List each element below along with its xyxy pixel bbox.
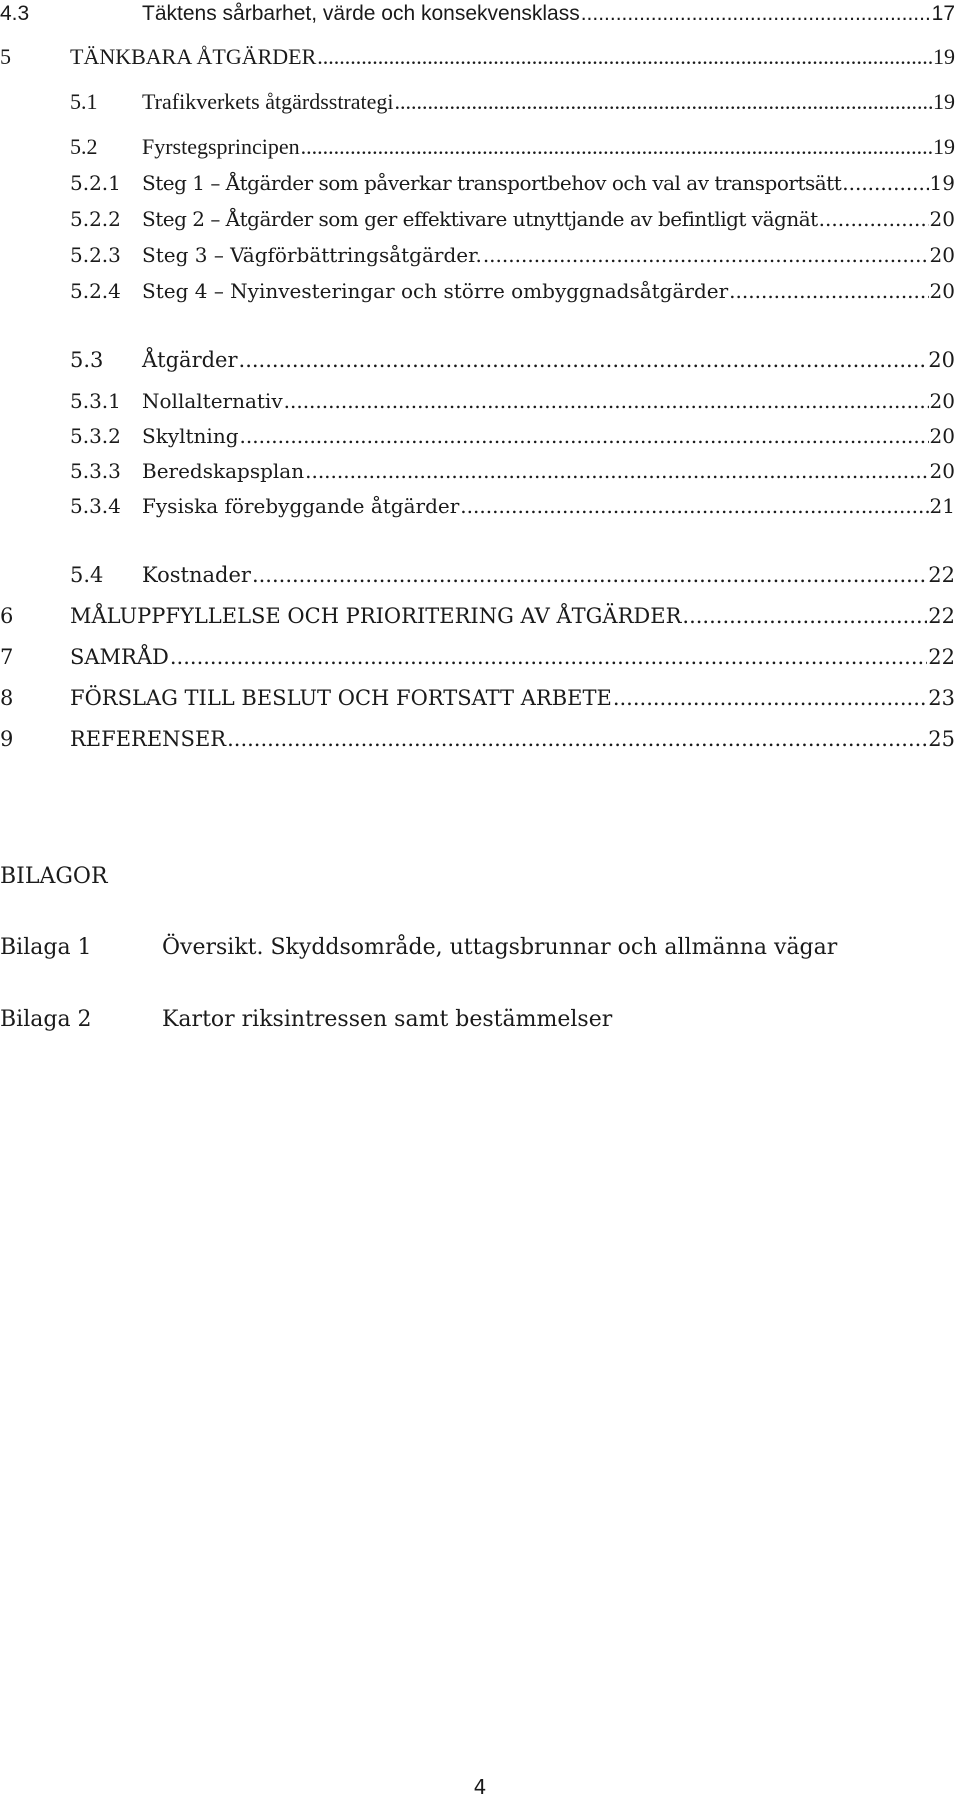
attachment-description: Kartor riksintressen samt bestämmelser (162, 1007, 613, 1032)
toc-entry-title: Åtgärder (142, 348, 238, 372)
toc-entry-number: 7 (0, 645, 14, 669)
toc-entry-number: 5.3 (70, 348, 104, 372)
page-number: 4 (473, 1775, 487, 1799)
toc-entry-number: 5.1 (70, 89, 98, 114)
toc-entry-title: Trafikverkets åtgärdsstrategi (142, 89, 394, 114)
toc-entry-page: 22 (928, 563, 955, 587)
toc-entry-page: 19 (933, 44, 955, 69)
toc-entry-title: SAMRÅD (70, 645, 169, 669)
toc-entry (0, 44, 960, 84)
toc-entry (0, 279, 960, 319)
toc-entry-title: Steg 1 – Åtgärder som påverkar transportbehov och val av transportsätt (142, 171, 842, 195)
toc-leader-dots (729, 279, 928, 303)
attachment-label: Bilaga 1 (0, 935, 92, 960)
toc-entry-number: 9 (0, 727, 14, 751)
attachments-heading: BILAGOR (0, 864, 108, 889)
toc-leader-dots (613, 686, 927, 710)
toc-entry-page: 19 (933, 89, 955, 114)
toc-entry (0, 494, 960, 534)
toc-entry-page: 20 (929, 279, 955, 303)
toc-entry-title: FÖRSLAG TILL BESLUT OCH FORTSATT ARBETE (70, 686, 612, 710)
toc-entry-page: 19 (933, 134, 955, 159)
toc-entry (0, 604, 960, 644)
toc-entry (0, 207, 960, 247)
toc-entry-title: MÅLUPPFYLLELSE OCH PRIORITERING AV ÅTGÄRDER (70, 604, 682, 628)
toc-entry-title: Steg 2 – Åtgärder som ger effektivare utnyttjande av befintligt vägnät (142, 207, 818, 231)
toc-entry (0, 645, 960, 685)
toc-entry-title: Täktens sårbarhet, värde och konsekvensklass (142, 2, 580, 25)
toc-leader-dots (305, 459, 928, 483)
toc-leader-dots (682, 604, 927, 628)
toc-leader-dots (284, 389, 929, 413)
toc-entry-number: 5.2.1 (70, 171, 121, 195)
toc-entry (0, 459, 960, 499)
toc-entry-page: 20 (929, 207, 955, 231)
toc-entry-page: 22 (928, 645, 955, 669)
toc-entry-number: 5.2 (70, 134, 98, 159)
toc-entry (0, 134, 960, 174)
toc-entry (0, 563, 960, 603)
toc-entry-title: Steg 4 – Nyinvesteringar och större ombyggnadsåtgärder (142, 279, 729, 303)
attachment-description: Översikt. Skyddsområde, uttagsbrunnar och allmänna vägar (162, 935, 838, 960)
toc-entry (0, 89, 960, 129)
toc-leader-dots (317, 44, 932, 70)
toc-leader-dots (227, 727, 927, 751)
toc-leader-dots (252, 563, 927, 587)
toc-entry-number: 5.2.3 (70, 243, 121, 267)
toc-entry-page: 20 (929, 459, 955, 483)
toc-entry (0, 243, 960, 283)
toc-entry (0, 727, 960, 767)
toc-entry-page: 20 (929, 243, 955, 267)
toc-entry-number: 5.2.4 (70, 279, 121, 303)
toc-entry-page: 20 (929, 424, 955, 448)
toc-leader-dots (301, 134, 932, 160)
toc-entry-title: Steg 3 – Vägförbättringsåtgärder. (142, 243, 482, 267)
toc-leader-dots (483, 243, 929, 267)
toc-entry-page: 25 (928, 727, 955, 751)
attachment-label: Bilaga 2 (0, 1007, 92, 1032)
toc-entry-number: 5 (0, 44, 11, 69)
toc-leader-dots (581, 2, 931, 26)
toc-leader-dots (819, 207, 929, 231)
toc-entry (0, 171, 960, 211)
toc-entry-title: Beredskapsplan (142, 459, 305, 483)
toc-entry-title: REFERENSER (70, 727, 227, 751)
toc-entry-title: Skyltning (142, 424, 239, 448)
toc-entry-title: Nollalternativ (142, 389, 283, 413)
toc-entry-page: 20 (928, 348, 955, 372)
toc-leader-dots (395, 89, 932, 115)
toc-entry-number: 4.3 (0, 2, 30, 25)
toc-entry-number: 5.4 (70, 563, 104, 587)
toc-entry-number: 5.3.3 (70, 459, 121, 483)
toc-entry-number: 5.2.2 (70, 207, 121, 231)
toc-leader-dots (842, 171, 928, 195)
toc-entry (0, 424, 960, 464)
toc-leader-dots (239, 348, 928, 372)
toc-entry-title: Fyrstegsprincipen (142, 134, 300, 159)
toc-leader-dots (170, 645, 927, 669)
toc-entry-page: 19 (929, 171, 955, 195)
toc-entry (0, 686, 960, 726)
toc-entry-number: 5.3.4 (70, 494, 121, 518)
toc-entry-page: 20 (929, 389, 955, 413)
toc-leader-dots (460, 494, 928, 518)
toc-entry-page: 21 (929, 494, 955, 518)
toc-entry-page: 17 (931, 2, 955, 25)
toc-entry (0, 348, 960, 388)
toc-entry-page: 23 (928, 686, 955, 710)
toc-entry-number: 5.3.1 (70, 389, 121, 413)
toc-entry (0, 2, 960, 42)
toc-entry-page: 22 (928, 604, 955, 628)
toc-entry (0, 389, 960, 429)
toc-leader-dots (240, 424, 929, 448)
toc-entry-number: 8 (0, 686, 14, 710)
toc-entry-title: Kostnader (142, 563, 251, 587)
toc-entry-number: 6 (0, 604, 14, 628)
toc-entry-title: TÄNKBARA ÅTGÄRDER (70, 44, 317, 69)
toc-entry-number: 5.3.2 (70, 424, 121, 448)
toc-entry-title: Fysiska förebyggande åtgärder (142, 494, 460, 518)
